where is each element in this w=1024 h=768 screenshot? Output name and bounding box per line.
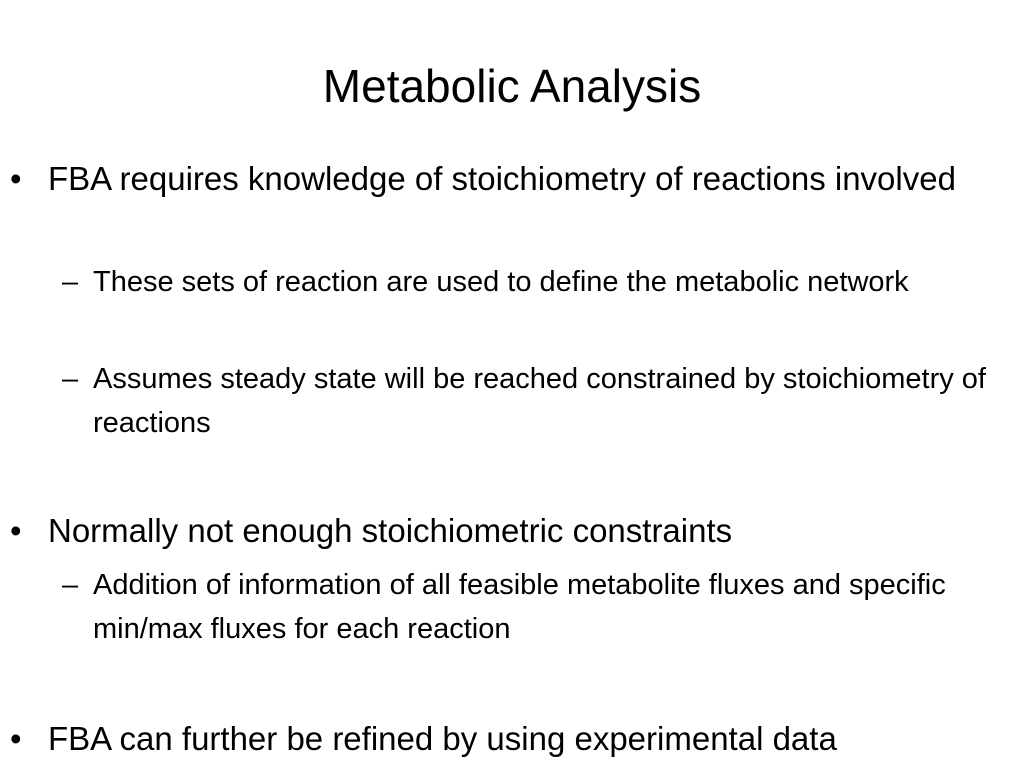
bullet-1-text: FBA requires knowledge of stoichiometry of reactions involved	[48, 160, 956, 197]
bullet-marker: •	[10, 512, 22, 549]
bullet-1-sub-1-text: These sets of reaction are used to define the metabolic network	[93, 266, 909, 298]
bullet-marker: •	[10, 720, 22, 757]
bullet-2-sub-1-text: Addition of information of all feasible metabolite fluxes and specific min/max fluxes for each reaction	[93, 569, 946, 645]
sub-bullet-marker: –	[62, 266, 79, 298]
bullet-2-text: Normally not enough stoichiometric constraints	[48, 512, 733, 549]
sub-bullet-marker: –	[62, 569, 79, 601]
bullet-1-sub-2-text: Assumes steady state will be reached constrained by stoichiometry of reactions	[93, 363, 986, 439]
slide-title: Metabolic Analysis	[322, 60, 702, 112]
bullet-marker: •	[10, 160, 22, 197]
bullet-3-text: FBA can further be refined by using experimental data	[48, 720, 837, 757]
sub-bullet-marker: –	[62, 363, 79, 395]
